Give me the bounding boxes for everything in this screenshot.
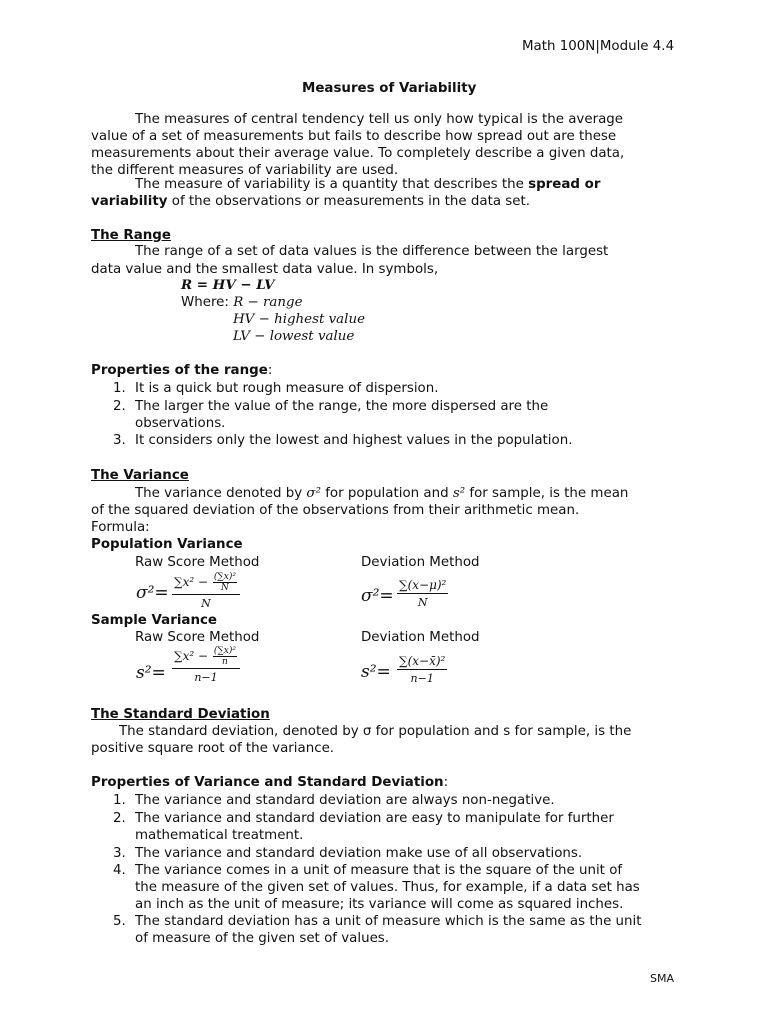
variance-text: for population and (325, 486, 449, 501)
sub-denominator: N (220, 583, 229, 593)
list-item-text: the measure of the given set of values. Thus, for example, if a data set has (135, 880, 640, 895)
list-item-text: an inch as the unit of measure; its variance will come as squared inches. (135, 897, 624, 912)
list-item-text: The variance and standard deviation are easy to manipulate for further (135, 811, 614, 826)
range-line-2: data value and the smallest data value. In symbols, (91, 262, 439, 277)
range-formula: R = HV − LV (181, 277, 275, 293)
list-item-text: The standard deviation has a unit of measure which is the same as the unit (135, 914, 642, 929)
intro-line-2: value of a set of measurements but fails to describe how spread out are these (91, 129, 617, 144)
deviation-label: Deviation Method (361, 630, 480, 645)
var-sd-properties-title: Properties of Variance and Standard Deviation (91, 775, 444, 790)
numerator-text: ∑x² − (174, 649, 209, 663)
list-number: 4. (113, 863, 126, 878)
range-where (181, 294, 303, 311)
intro-line-3: measurements about their average value. To completely describe a given data, (91, 146, 625, 161)
fraction-denominator: n−1 (410, 672, 434, 685)
sub-fraction (213, 646, 237, 667)
intro-line-5 (135, 176, 600, 193)
fraction-numerator: ∑(x−x̄)² (399, 654, 446, 668)
sub-numerator: (∑x)² (213, 646, 236, 656)
pop-raw-lhs: σ²= (136, 583, 169, 603)
range-line-1: The range of a set of data values is the difference between the largest (135, 244, 609, 259)
page-footer: SMA (650, 972, 674, 985)
page-header: Math 100N|Module 4.4 (522, 39, 675, 54)
var-sd-properties-heading (91, 774, 448, 791)
list-number: 3. (113, 846, 126, 861)
list-item-text: The variance and standard deviation make use of all observations. (135, 846, 583, 861)
where-label: Where: (181, 295, 229, 310)
fraction-denominator: n−1 (194, 671, 218, 684)
where-hv: HV − highest value (233, 312, 365, 327)
variance-text: for sample, is the mean (469, 486, 629, 501)
std-dev-line-2: positive square root of the variance. (91, 741, 335, 756)
list-number: 1. (113, 381, 126, 396)
sub-fraction (213, 572, 237, 593)
list-item-text: mathematical treatment. (135, 828, 304, 843)
list-item-text: The larger the value of the range, the more dispersed are the (135, 399, 549, 414)
range-properties-colon: : (267, 363, 273, 378)
list-item-text: It considers only the lowest and highest values in the population. (135, 433, 573, 448)
samp-raw-fraction (172, 646, 240, 684)
population-variance-heading: Population Variance (91, 537, 243, 552)
range-properties-title: Properties of the range (91, 363, 268, 378)
variance-text: The variance denoted by (135, 486, 303, 501)
list-item (113, 432, 126, 449)
where-r: R − range (233, 295, 303, 310)
pop-raw-fraction (172, 572, 240, 610)
list-item-text: observations. (135, 416, 226, 431)
intro-p2-text: The measure of variability is a quantity that describes the (135, 177, 524, 192)
numerator-text: ∑x² − (174, 575, 209, 589)
std-dev-heading: The Standard Deviation (91, 707, 270, 722)
where-lv: LV − lowest value (233, 329, 355, 344)
fraction-numerator: ∑(x−μ)² (399, 578, 447, 592)
var-sd-properties-colon: : (443, 775, 449, 790)
pop-dev-lhs: σ²= (361, 586, 394, 606)
samp-dev-lhs: s²= (361, 662, 391, 682)
sigma-squared-symbol: σ² (306, 486, 321, 501)
s-squared-symbol: s² (452, 486, 466, 501)
deviation-label: Deviation Method (361, 555, 480, 570)
list-item-text: The variance comes in a unit of measure that is the square of the unit of (135, 863, 623, 878)
list-item-text: It is a quick but rough measure of dispersion. (135, 381, 439, 396)
intro-line-6 (91, 193, 530, 210)
list-item-text: of measure of the given set of values. (135, 931, 390, 946)
sample-variance-heading: Sample Variance (91, 613, 218, 628)
range-properties-heading (91, 362, 272, 379)
variance-line-1 (135, 485, 628, 502)
intro-line-1: The measures of central tendency tell us only how typical is the average (135, 112, 624, 127)
sub-numerator: (∑x)² (213, 572, 236, 582)
variance-heading: The Variance (91, 468, 189, 483)
intro-line-4: the different measures of variability are used. (91, 163, 399, 178)
intro-p2-bold-2: variability (91, 194, 168, 209)
fraction-numerator (172, 646, 240, 669)
list-item (113, 398, 126, 415)
sub-denominator: n (222, 657, 228, 667)
raw-score-label: Raw Score Method (135, 555, 260, 570)
fraction-numerator (172, 572, 240, 595)
page-title: Measures of Variability (302, 81, 477, 96)
list-number: 3. (113, 433, 126, 448)
std-dev-line-1: The standard deviation, denoted by σ for population and s for sample, is the (119, 724, 632, 739)
list-number: 1. (113, 793, 126, 808)
variance-line-2: of the squared deviation of the observations from their arithmetic mean. (91, 503, 580, 518)
fraction-denominator: N (201, 597, 211, 610)
list-number: 5. (113, 914, 126, 929)
samp-dev-fraction (397, 654, 447, 685)
list-item (113, 380, 126, 397)
samp-raw-lhs: s²= (136, 663, 166, 683)
pop-dev-fraction (397, 578, 448, 609)
list-number: 2. (113, 811, 126, 826)
list-number: 2. (113, 399, 126, 414)
intro-p2-bold: spread or (528, 177, 601, 192)
intro-p2-text-2: of the observations or measurements in the data set. (171, 194, 531, 209)
range-heading: The Range (91, 228, 171, 243)
fraction-denominator: N (417, 596, 428, 609)
raw-score-label: Raw Score Method (135, 630, 260, 645)
formula-label: Formula: (91, 520, 150, 535)
list-item-text: The variance and standard deviation are always non-negative. (135, 793, 555, 808)
